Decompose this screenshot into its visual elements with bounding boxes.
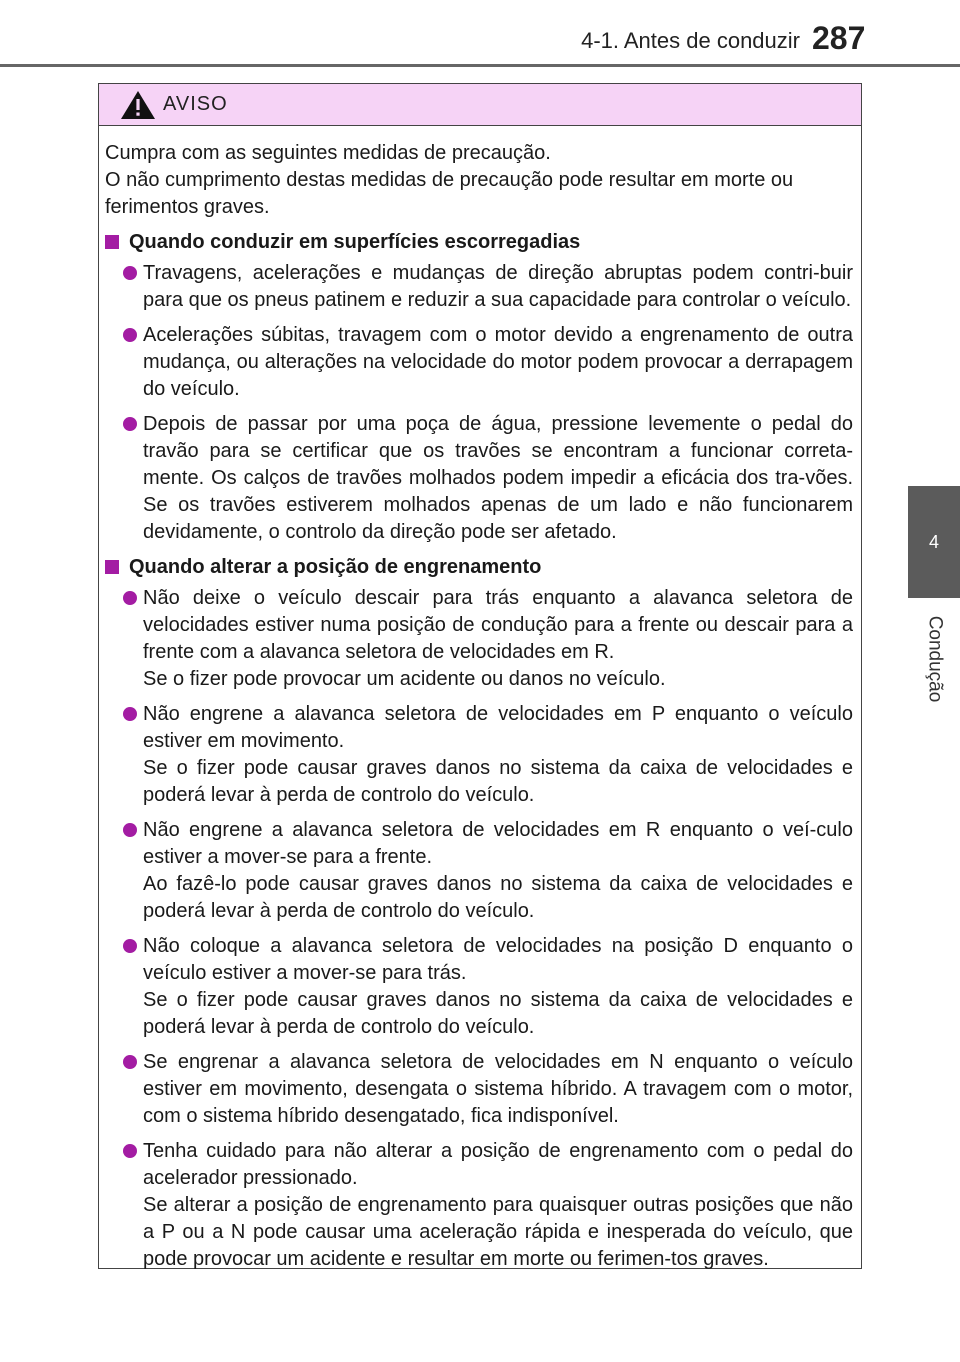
list-item-text: Não engrene a alavanca seletora de velocidades em P enquanto o veículo estiver em movimento. [143, 703, 853, 752]
round-bullet-icon [123, 707, 137, 721]
square-bullet-icon [105, 560, 119, 574]
warning-box [98, 83, 862, 1269]
round-bullet-icon [123, 591, 137, 605]
round-bullet-icon [123, 939, 137, 953]
list-item-text: Travagens, acelerações e mudanças de direção abruptas podem contri-buir para que os pneus patinem e reduzir a sua capacidade para controlar o veículo. [143, 262, 853, 311]
list-item-text: Se alterar a posição de engrenamento para quaisquer outras posições que não a P ou a N pode causar uma aceleração rápida e inesperada do veículo, que pode provocar um acidente e resultar em morte ou ferimen-tos graves. [143, 1194, 853, 1270]
list-item [123, 701, 853, 809]
round-bullet-icon [123, 823, 137, 837]
list-item-text: Se o fizer pode causar graves danos no sistema da caixa de velocidades e poderá levar à perda de controlo do veículo. [143, 989, 853, 1038]
list-item-text: Não deixe o veículo descair para trás enquanto a alavanca seletora de velocidades estiver numa posição de condução para a frente ou descair para a frente com a alavanca seletora de velocidades em R. [143, 587, 853, 663]
list-item [123, 1049, 853, 1130]
round-bullet-icon [123, 328, 137, 342]
list-item [123, 585, 853, 693]
warning-header [99, 84, 861, 126]
list-item [123, 260, 853, 314]
chapter-label [908, 598, 960, 720]
chapter-tab[interactable] [908, 486, 960, 598]
list-item [123, 322, 853, 403]
header-divider [0, 64, 960, 67]
list-item-text: Ao fazê-lo pode causar graves danos no sistema da caixa de velocidades e poderá levar à perda de controlo do veículo. [143, 873, 853, 922]
square-bullet-icon [105, 235, 119, 249]
intro-line: O não cumprimento destas medidas de precaução pode resultar em morte ou ferimentos graves. [105, 169, 794, 218]
list-item-text: Se engrenar a alavanca seletora de velocidades em N enquanto o veículo estiver em movimento, desengata o sistema híbrido. A travagem com o motor, com o sistema híbrido desengatado, fica indisponível. [143, 1051, 853, 1127]
list-item [123, 1138, 853, 1273]
warning-intro [105, 140, 853, 221]
warning-body [99, 126, 861, 1273]
chapter-number: 4 [928, 531, 939, 552]
round-bullet-icon [123, 1144, 137, 1158]
warning-title: AVISO [163, 93, 228, 115]
list-item-text: Se o fizer pode causar graves danos no sistema da caixa de velocidades e poderá levar à perda de controlo do veículo. [143, 757, 853, 806]
round-bullet-icon [123, 266, 137, 280]
list-item [123, 933, 853, 1041]
intro-line: Cumpra com as seguintes medidas de precaução. [105, 142, 551, 164]
section-heading [105, 554, 853, 581]
round-bullet-icon [123, 1055, 137, 1069]
section-header: 4-1. Antes de conduzir [581, 28, 800, 53]
section-heading-text: Quando conduzir em superfícies escorregadias [129, 231, 581, 253]
list-item-text: Não coloque a alavanca seletora de velocidades na posição D enquanto o veículo estiver a mover-se para trás. [143, 935, 853, 984]
list-item-text: Acelerações súbitas, travagem com o motor devido a engrenamento de outra mudança, ou alterações na velocidade do motor podem provocar a derrapagem do veículo. [143, 324, 853, 400]
chapter-label-text: Condução [924, 615, 945, 703]
list-item [123, 411, 853, 546]
warning-triangle-icon [119, 89, 157, 121]
section-heading-text: Quando alterar a posição de engrenamento [129, 556, 542, 578]
list-item-text: Não engrene a alavanca seletora de velocidades em R enquanto o veí-culo estiver a mover-se para a frente. [143, 819, 853, 868]
list-item [123, 817, 853, 925]
section-heading [105, 229, 853, 256]
page-number: 287 [812, 20, 866, 56]
list-item-text: Tenha cuidado para não alterar a posição de engrenamento com o pedal do acelerador pressionado. [143, 1140, 853, 1189]
round-bullet-icon [123, 417, 137, 431]
list-item-text: Se o fizer pode provocar um acidente ou danos no veículo. [143, 668, 666, 690]
list-item-text: Depois de passar por uma poça de água, pressione levemente o pedal do travão para se certificar que os travões se encontram a funcionar correta-mente. Os calços de travões molhados podem impedir a eficácia dos tra-vões. Se os travões estiverem molhados apenas de um lado e não funcionarem devidamente, o controlo da direção pode ser afetado. [143, 413, 853, 543]
